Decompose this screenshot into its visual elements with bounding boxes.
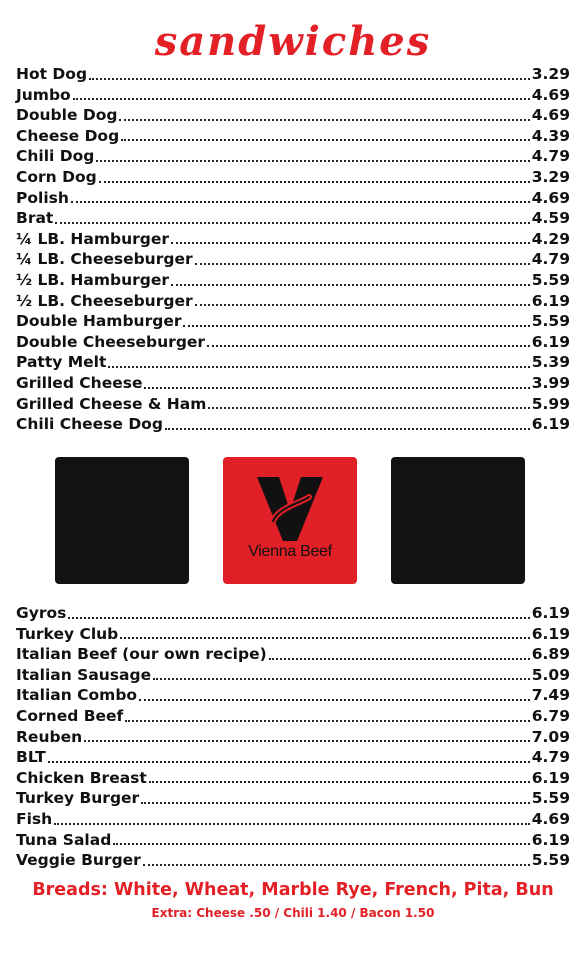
page-title: sandwiches xyxy=(154,18,432,65)
menu-item xyxy=(16,809,570,830)
dot-leader xyxy=(153,678,530,680)
image-tiles xyxy=(0,457,586,584)
menu-item-price: 5.99 xyxy=(531,394,570,413)
dark-tile-right xyxy=(391,457,525,584)
dot-leader xyxy=(99,181,530,183)
menu-item-price: 6.19 xyxy=(531,624,570,643)
menu-item-price: 6.79 xyxy=(531,706,570,725)
menu-item xyxy=(16,64,570,85)
menu-item-price: 5.09 xyxy=(531,665,570,684)
dot-leader xyxy=(120,637,529,639)
menu-item xyxy=(16,685,570,706)
menu-item xyxy=(16,352,570,373)
menu-item-price: 6.19 xyxy=(531,332,570,351)
menu-list-bottom xyxy=(16,603,570,871)
menu-item xyxy=(16,373,570,394)
dot-leader xyxy=(119,119,529,121)
menu-item-price: 6.19 xyxy=(531,291,570,310)
menu-item-name: Turkey Burger xyxy=(16,789,140,808)
dot-leader xyxy=(84,740,530,742)
dot-leader xyxy=(195,304,530,306)
menu-item xyxy=(16,394,570,415)
menu-item-name: Hot Dog xyxy=(16,65,88,83)
menu-item-price: 5.59 xyxy=(531,789,570,808)
menu-item-name: Corn Dog xyxy=(16,167,97,186)
dot-leader xyxy=(55,222,529,224)
menu-item xyxy=(16,105,570,126)
menu-item-price: 4.69 xyxy=(531,85,570,104)
menu-item xyxy=(16,208,570,229)
menu-item-name: Chili Dog xyxy=(16,147,95,166)
menu-item xyxy=(16,727,570,748)
dot-leader xyxy=(141,802,530,804)
menu-item-name: Reuben xyxy=(16,727,83,746)
menu-item-price: 4.79 xyxy=(531,250,570,269)
menu-item xyxy=(16,126,570,147)
menu-item-name: Corned Beef xyxy=(16,706,124,725)
dot-leader xyxy=(48,761,530,763)
menu-item xyxy=(16,788,570,809)
menu-item-name: Jumbo xyxy=(16,85,71,104)
menu-item-name: Patty Melt xyxy=(16,353,107,372)
menu-item-price: 4.29 xyxy=(531,229,570,248)
menu-item-name: Chicken Breast xyxy=(16,768,147,787)
breads-line: Breads: White, Wheat, Marble Rye, French, Pita, Bun xyxy=(32,880,554,900)
menu-item-name: ¼ LB. Hamburger xyxy=(16,229,170,248)
menu-item-name: Cheese Dog xyxy=(16,126,120,145)
menu-item-name: Grilled Cheese & Ham xyxy=(16,394,207,413)
dot-leader xyxy=(165,428,530,430)
menu-item xyxy=(16,85,570,106)
menu-item-price: 4.69 xyxy=(531,809,570,828)
dot-leader xyxy=(149,781,530,783)
extras-line: Extra: Cheese .50 / Chili 1.40 / Bacon 1.50 xyxy=(151,906,435,920)
menu-item-name: ½ LB. Hamburger xyxy=(16,270,170,289)
menu-item xyxy=(16,706,570,727)
menu-item-price: 3.29 xyxy=(531,65,570,83)
menu-item-price: 5.59 xyxy=(531,851,570,870)
menu-item xyxy=(16,270,570,291)
menu-item xyxy=(16,644,570,665)
dot-leader xyxy=(73,98,530,100)
menu-item xyxy=(16,603,570,624)
menu-item-name: Turkey Club xyxy=(16,624,119,643)
menu-item-price: 3.99 xyxy=(531,373,570,392)
menu-item-name: Italian Beef (our own recipe) xyxy=(16,645,267,664)
menu-item-name: Polish xyxy=(16,188,69,207)
dot-leader xyxy=(71,201,530,203)
menu-item xyxy=(16,768,570,789)
menu-list-top xyxy=(16,64,570,435)
menu-item-name: Veggie Burger xyxy=(16,851,141,870)
logo-text: Vienna Beef xyxy=(248,543,332,560)
menu-item xyxy=(16,188,570,209)
dot-leader xyxy=(54,823,530,825)
menu-item-name: BLT xyxy=(16,748,46,767)
dot-leader xyxy=(171,284,530,286)
menu-item-price: 6.19 xyxy=(531,830,570,849)
dot-leader xyxy=(139,699,530,701)
menu-item-price: 5.59 xyxy=(531,270,570,289)
menu-item-price: 7.09 xyxy=(531,727,570,746)
menu-item-price: 6.89 xyxy=(531,645,570,664)
dot-leader xyxy=(208,407,529,409)
dot-leader xyxy=(269,658,530,660)
menu-item xyxy=(16,167,570,188)
menu-item xyxy=(16,850,570,871)
dot-leader xyxy=(183,325,529,327)
menu-item-price: 3.29 xyxy=(531,167,570,186)
menu-item-name: Double Dog xyxy=(16,106,118,125)
dot-leader xyxy=(195,263,530,265)
menu-item-name: Double Cheeseburger xyxy=(16,332,206,351)
menu-item-price: 4.69 xyxy=(531,106,570,125)
menu-item-price: 5.59 xyxy=(531,312,570,331)
menu-item-price: 4.79 xyxy=(531,147,570,166)
menu-item xyxy=(16,291,570,312)
menu-item-price: 5.39 xyxy=(531,353,570,372)
menu-item-price: 4.79 xyxy=(531,748,570,767)
menu-item xyxy=(16,665,570,686)
menu-item-name: Grilled Cheese xyxy=(16,373,143,392)
menu-item xyxy=(16,332,570,353)
vienna-beef-v-logo-icon xyxy=(257,477,323,541)
menu-item-name: Gyros xyxy=(16,604,67,622)
menu-item-price: 7.49 xyxy=(531,686,570,705)
menu-item-name: Italian Sausage xyxy=(16,665,152,684)
menu-item-name: ½ LB. Cheeseburger xyxy=(16,291,193,310)
menu-item-price: 4.69 xyxy=(531,188,570,207)
dot-leader xyxy=(125,720,529,722)
menu-item-name: Fish xyxy=(16,809,53,828)
dot-leader xyxy=(121,139,530,141)
dot-leader xyxy=(89,78,530,80)
dot-leader xyxy=(96,160,529,162)
menu-item-name: Tuna Salad xyxy=(16,830,112,849)
dot-leader xyxy=(113,843,529,845)
menu-item-price: 4.59 xyxy=(531,209,570,228)
dot-leader xyxy=(144,387,529,389)
menu-item-price: 6.19 xyxy=(531,604,570,622)
menu-item xyxy=(16,311,570,332)
dot-leader xyxy=(108,366,529,368)
menu-item xyxy=(16,830,570,851)
dot-leader xyxy=(171,242,530,244)
menu-item-price: 6.19 xyxy=(531,768,570,787)
menu-item-name: Italian Combo xyxy=(16,686,138,705)
menu-item xyxy=(16,624,570,645)
menu-item xyxy=(16,229,570,250)
menu-item-name: Chili Cheese Dog xyxy=(16,415,163,434)
menu-item xyxy=(16,146,570,167)
menu-item xyxy=(16,747,570,768)
dot-leader xyxy=(143,864,530,866)
menu-item-price: 4.39 xyxy=(531,126,570,145)
menu-item-name: Double Hamburger xyxy=(16,312,182,331)
menu-item-name: Brat xyxy=(16,209,54,228)
vienna-beef-logo-tile xyxy=(223,457,357,584)
dot-leader xyxy=(207,345,530,347)
menu-item-name: ¼ LB. Cheeseburger xyxy=(16,250,193,269)
dot-leader xyxy=(68,617,529,619)
dark-tile-left xyxy=(55,457,189,584)
menu-item xyxy=(16,414,570,435)
menu-item xyxy=(16,249,570,270)
menu-item-price: 6.19 xyxy=(531,415,570,434)
